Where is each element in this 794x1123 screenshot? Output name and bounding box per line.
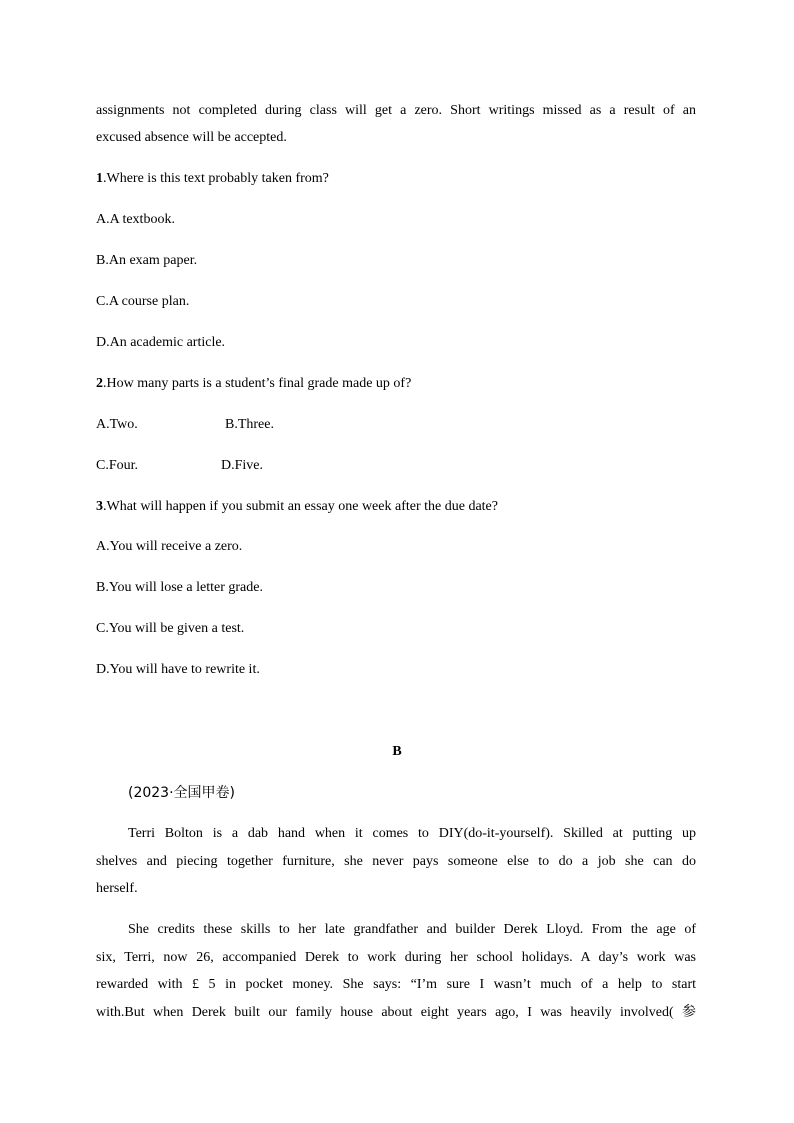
- question-3-option-b: B.You will lose a letter grade.: [96, 580, 263, 595]
- paragraph-1-line-2: shelves and piecing together furniture, she never pays someone else to do a job she can do: [96, 854, 696, 869]
- question-text: .How many parts is a student’s final grade made up of?: [103, 376, 412, 391]
- question-1-stem: [96, 170, 329, 188]
- paragraph-2-line-4: with.But when Derek built our family house about eight years ago, I was heavily involved( 参: [96, 1005, 696, 1020]
- question-1-option-b: B.An exam paper.: [96, 253, 198, 268]
- paragraph-2-line-2: six, Terri, now 26, accompanied Derek to work during her school holidays. A day’s work was: [96, 950, 696, 965]
- intro-line-2: excused absence will be accepted.: [96, 130, 287, 145]
- section-source: (2023·全国甲卷): [128, 785, 236, 801]
- question-2-stem: [96, 375, 411, 393]
- intro-line-1: assignments not completed during class will get a zero. Short writings missed as a result of an: [96, 103, 696, 118]
- question-number: 3: [96, 499, 103, 514]
- question-3-option-c: C.You will be given a test.: [96, 621, 245, 636]
- question-2-option-c: C.Four.: [96, 458, 139, 473]
- question-1-option-c: C.A course plan.: [96, 294, 190, 309]
- question-1-option-d: D.An academic article.: [96, 335, 226, 350]
- question-number: 2: [96, 376, 103, 391]
- question-2-option-d: D.Five.: [221, 458, 263, 473]
- paragraph-1-line-3: herself.: [96, 881, 138, 896]
- question-3-stem: [96, 498, 498, 516]
- question-2-option-b: B.Three.: [225, 417, 274, 432]
- section-heading: B: [392, 744, 402, 759]
- question-3-option-a: A.You will receive a zero.: [96, 539, 243, 554]
- question-3-option-d: D.You will have to rewrite it.: [96, 662, 260, 677]
- question-text: .What will happen if you submit an essay one week after the due date?: [103, 499, 498, 514]
- paragraph-2-line-1: She credits these skills to her late grandfather and builder Derek Lloyd. From the age of: [128, 922, 696, 937]
- paragraph-2-line-3: rewarded with £ 5 in pocket money. She says: “I’m sure I wasn’t much of a help to start: [96, 977, 696, 992]
- question-1-option-a: A.A textbook.: [96, 212, 175, 227]
- question-2-option-a: A.Two.: [96, 417, 138, 432]
- question-number: 1: [96, 171, 103, 186]
- question-text: .Where is this text probably taken from?: [103, 171, 329, 186]
- paragraph-1-line-1: Terri Bolton is a dab hand when it comes to DIY(do-it-yourself). Skilled at putting up: [128, 826, 696, 841]
